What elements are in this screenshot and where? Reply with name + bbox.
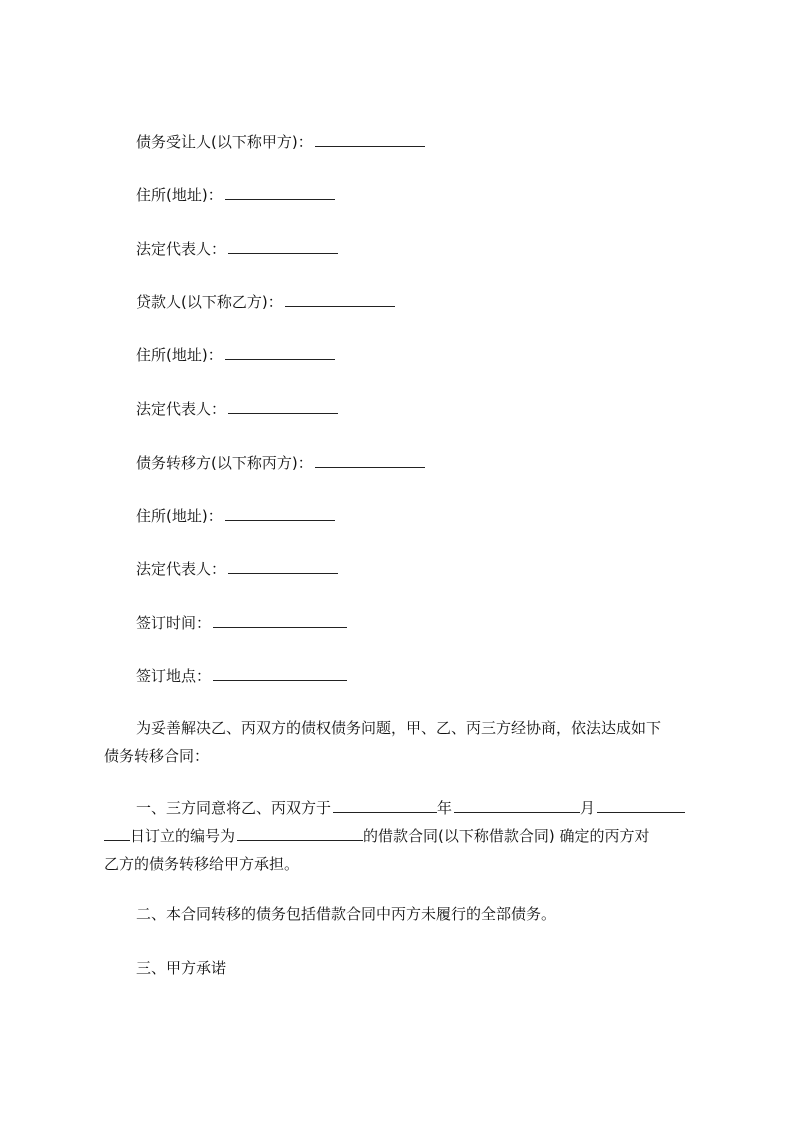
intro-paragraph xyxy=(104,714,700,770)
clause-1-number-blank[interactable] xyxy=(237,825,363,841)
address-b-blank[interactable] xyxy=(225,344,335,360)
sign-time-line xyxy=(136,612,347,633)
lender-blank[interactable] xyxy=(285,291,395,307)
clause-1-year: 年 xyxy=(437,799,453,817)
legal-rep-c-line xyxy=(136,558,338,579)
debt-assignee-line xyxy=(136,131,425,152)
sign-place-line xyxy=(136,665,347,686)
intro-line-2: 债务转移合同： xyxy=(104,747,210,765)
sign-place-label: 签订地点： xyxy=(136,667,212,685)
intro-line-1: 为妥善解决乙、丙双方的债权债务问题，甲、乙、丙三方经协商，依法达成如下 xyxy=(136,719,662,737)
debt-assignee-label: 债务受让人(以下称甲方)： xyxy=(136,133,313,151)
clause-3 xyxy=(104,954,700,982)
sign-time-blank[interactable] xyxy=(213,612,347,628)
debt-transferor-blank[interactable] xyxy=(315,452,425,468)
clause-1-part-1: 一、三方同意将乙、丙双方于 xyxy=(136,799,332,817)
legal-rep-b-label: 法定代表人： xyxy=(136,400,227,418)
clause-1-day-blank[interactable] xyxy=(104,825,130,841)
clause-2-text: 二、本合同转移的债务包括借款合同中丙方未履行的全部债务。 xyxy=(136,905,557,923)
clause-1-date-blank-1[interactable] xyxy=(333,797,437,813)
address-c-line xyxy=(136,505,335,526)
clause-1-month: 月 xyxy=(580,799,596,817)
legal-rep-a-line xyxy=(136,238,338,259)
clause-1-line-3: 乙方的债务转移给甲方承担。 xyxy=(104,855,300,873)
address-b-line xyxy=(136,344,335,365)
clause-1-part-2: 日订立的编号为 xyxy=(130,827,236,845)
address-a-line xyxy=(136,184,335,205)
sign-place-blank[interactable] xyxy=(213,665,347,681)
clause-1 xyxy=(104,794,700,878)
legal-rep-c-blank[interactable] xyxy=(228,558,338,574)
legal-rep-b-blank[interactable] xyxy=(228,398,338,414)
clause-1-line-2 xyxy=(104,822,700,850)
address-a-label: 住所(地址)： xyxy=(136,186,223,204)
sign-time-label: 签订时间： xyxy=(136,614,212,632)
address-c-blank[interactable] xyxy=(225,505,335,521)
legal-rep-c-label: 法定代表人： xyxy=(136,560,227,578)
lender-label: 贷款人(以下称乙方)： xyxy=(136,293,283,311)
clause-1-part-3: 的借款合同(以下称借款合同) 确定的丙方对 xyxy=(363,827,650,845)
clause-1-year-blank[interactable] xyxy=(454,797,580,813)
legal-rep-b-line xyxy=(136,398,338,419)
clause-2 xyxy=(104,900,700,928)
clause-1-month-blank[interactable] xyxy=(597,797,685,813)
debt-transferor-label: 债务转移方(以下称丙方)： xyxy=(136,454,313,472)
clause-1-line-1 xyxy=(104,794,700,822)
debt-transferor-line xyxy=(136,452,425,473)
address-b-label: 住所(地址)： xyxy=(136,346,223,364)
legal-rep-a-label: 法定代表人： xyxy=(136,240,227,258)
address-c-label: 住所(地址)： xyxy=(136,507,223,525)
clause-3-text: 三、甲方承诺 xyxy=(136,959,227,977)
address-a-blank[interactable] xyxy=(225,184,335,200)
lender-line xyxy=(136,291,395,312)
legal-rep-a-blank[interactable] xyxy=(228,238,338,254)
debt-assignee-blank[interactable] xyxy=(315,131,425,147)
